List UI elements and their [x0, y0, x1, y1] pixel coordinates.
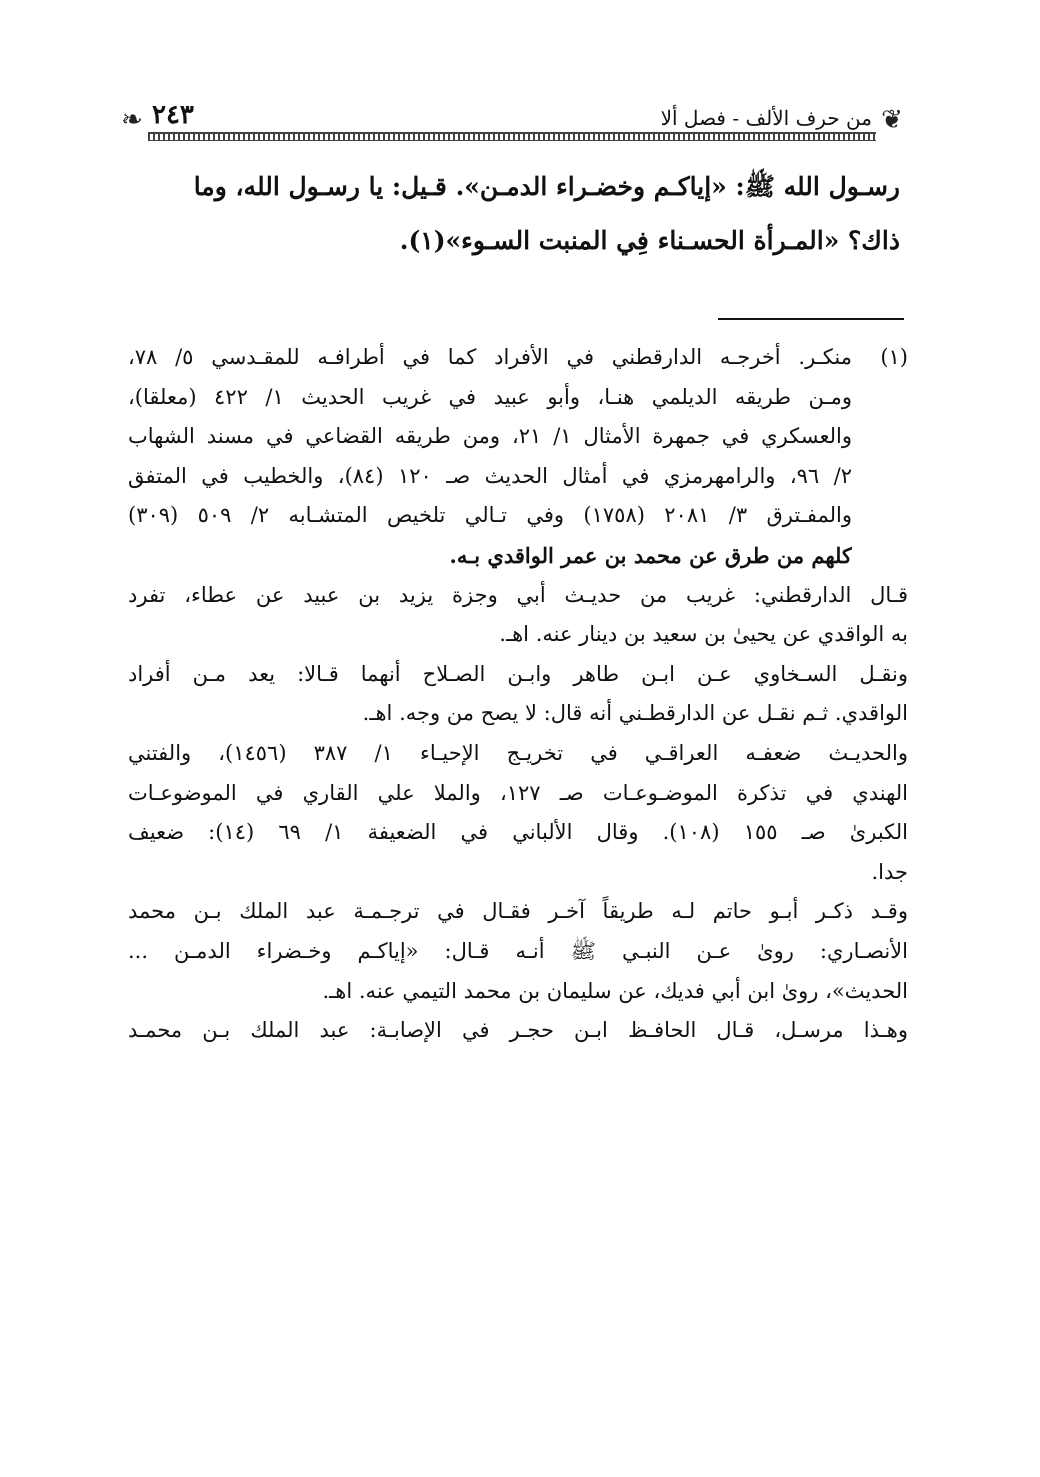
- chapter-title: من حرف الألف - فصل ألا: [660, 106, 872, 130]
- footnote-number: (١): [880, 345, 908, 369]
- footnote-line: منكـر. أخرجـه الدارقطني في الأفراد كما في أطرافـه للمقـدسي ٥/ ٧٨،: [128, 345, 852, 369]
- footnote-line: قـال الدارقطني: غريب من حديـث أبي وجزة يزيد بن عبيد عن عطاء، تفرد: [128, 582, 908, 607]
- footnote-line: كلهم من طرق عن محمد بن عمر الواقدي بـه.: [449, 542, 852, 568]
- footnote-line: والمفـترق ٣/ ٢٠٨١ (١٧٥٨) وفي تـالي تلخيص المتشـابه ٢/ ٥٠٩ (٣٠٩): [128, 503, 852, 528]
- footnote-line: والعسكري في جمهرة الأمثال ١/ ٢١، ومن طريقه القضاعي في مسند الشهاب: [128, 424, 852, 449]
- page-number: ٢٤٣: [152, 100, 194, 130]
- floral-ornament-icon: ❦: [881, 105, 903, 135]
- floral-ornament-icon: ❧: [121, 105, 143, 135]
- header-rule: [148, 132, 876, 141]
- footnote-line: به الواقدي عن يحيىٰ بن سعيد بن دينار عنه. اهـ.: [499, 622, 908, 647]
- footnote-line: وقـد ذكـر أبـو حاتم لـه طريقاً آخـر فقـال في ترجـمـة عبد الملك بـن محمد: [128, 899, 908, 924]
- footnote-separator: [718, 318, 904, 320]
- footnote-line: الحديث»، روىٰ ابن أبي فديك، عن سليمان بن محمد التيمي عنه. اهـ.: [322, 978, 908, 1003]
- main-text: [128, 160, 900, 268]
- footnote-line: الأنصـاري: روىٰ عـن النبـي ﷺ أنـه قـال: «إياكـم وخـضراء الدمـن ...: [128, 938, 908, 963]
- main-line: ذاك؟ «المـرأة الحسـناء فِي المنبت السـوء»(١).: [399, 226, 900, 255]
- footnote-line: والحديـث ضعفـه العراقـي في تخريـج الإحيـاء ١/ ٣٨٧ (١٤٥٦)، والفتني: [128, 740, 908, 765]
- main-line: رسـول الله ﷺ: «إياكـم وخضـراء الدمـن». قـيل: يا رسـول الله، وما: [193, 172, 900, 201]
- footnote-1: [128, 338, 908, 576]
- running-header: [118, 98, 906, 144]
- footnotes: [128, 338, 908, 1051]
- footnote-line: ونقـل السـخاوي عـن ابـن طاهر وابـن الصـلاح أنهما قـالا: يعد مـن أفراد: [128, 661, 908, 686]
- footnote-line: جدا.: [871, 859, 908, 884]
- footnote-line: ٢/ ٩٦، والرامهرمزي في أمثال الحديث صـ ١٢٠ (٨٤)، والخطيب في المتفق: [128, 463, 852, 488]
- footnote-line: وهـذا مرسـل، قـال الحافـظ ابـن حجـر في الإصابـة: عبد الملك بـن محمـد: [128, 1018, 908, 1043]
- footnote-line: الواقدي. ثـم نقـل عن الدارقطـني أنه قال: لا يصح من وجه. اهـ.: [362, 701, 908, 726]
- footnote-line: ومـن طريقه الديلمي هنـا، وأبو عبيد في غريب الحديث ١/ ٤٢٢ (معلقا)،: [128, 384, 852, 409]
- footnote-line: الهندي في تذكرة الموضـوعـات صـ ١٢٧، والملا علي القاري في الموضوعـات: [128, 780, 908, 805]
- footnote-line: الكبرىٰ صـ ١٥٥ (١٠٨). وقال الألباني في الضعيفة ١/ ٦٩ (١٤): ضعيف: [128, 820, 908, 845]
